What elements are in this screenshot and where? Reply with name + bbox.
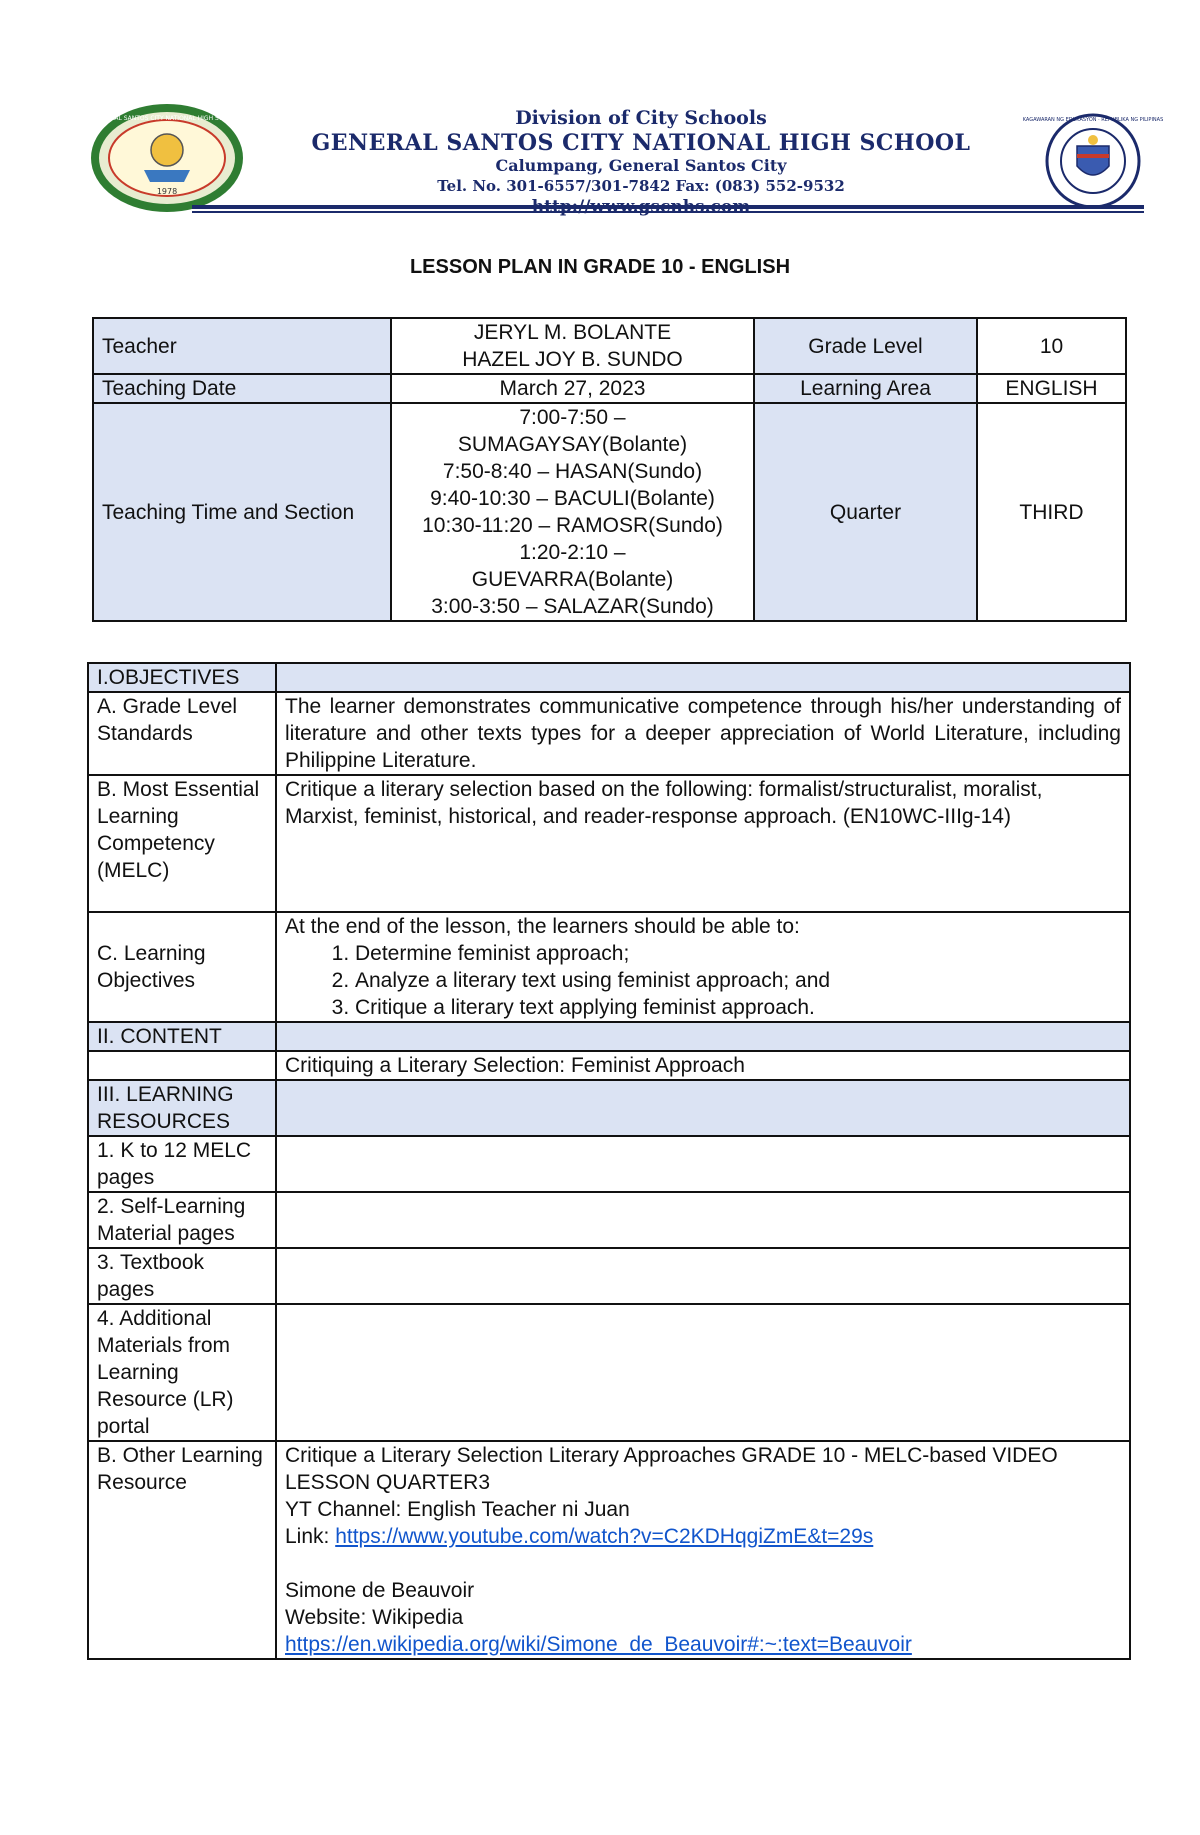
textbook-pages-value	[276, 1248, 1130, 1304]
grade-standards-text: The learner demonstrates communicative competence through his/her understanding of literature and other texts types for a deeper appreciation of World Literature, including Philippine Literature.	[276, 692, 1130, 775]
schedule-line: SUMAGAYSAY(Bolante)	[457, 433, 688, 456]
wiki-link-line	[285, 1631, 1121, 1658]
content-heading-blank	[276, 1022, 1130, 1051]
school-seal-logo	[92, 106, 242, 210]
svg-text:1978: 1978	[156, 187, 178, 196]
youtube-link[interactable]: https://www.youtube.com/watch?v=C2KDHqgiZmE&t=29s	[335, 1525, 874, 1548]
learning-objectives-label: C. Learning Objectives	[88, 912, 276, 1022]
video-link-line	[285, 1523, 1121, 1550]
table-row	[88, 1441, 1130, 1659]
melc-text: Critique a literary selection based on the following: formalist/structuralist, moralist, Marxist, feminist, historical, and reader-response approach. (EN10WC-IIIg-14)	[276, 775, 1130, 912]
lesson-plan-table	[87, 662, 1131, 1660]
content-heading: II. CONTENT	[88, 1022, 276, 1051]
content-text: Critiquing a Literary Selection: Feminist Approach	[276, 1051, 1130, 1080]
letterhead-rule-thin	[192, 211, 1144, 213]
teacher-label: Teacher	[93, 318, 391, 374]
author-name: Simone de Beauvoir	[285, 1579, 475, 1602]
table-row	[88, 1304, 1130, 1441]
melc-pages-value	[276, 1136, 1130, 1192]
schedule-line: 1:20-2:10 –	[519, 541, 626, 564]
teacher-name-1: JERYL M. BOLANTE	[473, 321, 672, 344]
table-row	[88, 775, 1130, 912]
learning-objectives-list	[285, 940, 1121, 1021]
page-title: LESSON PLAN IN GRADE 10 - ENGLISH	[409, 256, 791, 278]
link-prefix: Link:	[285, 1525, 336, 1548]
additional-materials-label: 4. Additional Materials from Learning Resource (LR) portal	[88, 1304, 276, 1441]
schedule-line: 7:00-7:50 –	[519, 406, 626, 429]
table-row	[88, 1051, 1130, 1080]
schedule-line: GUEVARRA(Bolante)	[471, 568, 674, 591]
other-resource-cell	[276, 1441, 1130, 1659]
grade-level-label: Grade Level	[754, 318, 977, 374]
section-row	[88, 663, 1130, 692]
list-item: 3. Critique a literary text applying feminist approach.	[355, 994, 1121, 1021]
quarter-value: THIRD	[977, 403, 1126, 621]
resources-heading-blank	[276, 1080, 1130, 1136]
schedule-line: 9:40-10:30 – BACULI(Bolante)	[430, 487, 715, 510]
grade-standards-label: A. Grade Level Standards	[88, 692, 276, 775]
content-label-blank	[88, 1051, 276, 1080]
schedule-list	[391, 403, 754, 621]
yt-channel: YT Channel: English Teacher ni Juan	[285, 1498, 630, 1521]
division-name: Division of City Schools	[515, 107, 767, 129]
quarter-label: Quarter	[754, 403, 977, 621]
teacher-name-2: HAZEL JOY B. SUNDO	[462, 348, 683, 371]
objectives-heading: I.OBJECTIVES	[88, 663, 276, 692]
table-row	[88, 912, 1130, 1022]
letterhead-rule	[192, 205, 1144, 209]
video-lesson-title: Critique a Literary Selection Literary Approaches GRADE 10 - MELC-based VIDEO LESSON QUARTER3	[285, 1444, 1058, 1494]
melc-pages-label: 1. K to 12 MELC pages	[88, 1136, 276, 1192]
learning-area-value: ENGLISH	[977, 374, 1126, 403]
spacer	[285, 1550, 1121, 1577]
table-row	[88, 1192, 1130, 1248]
melc-label: B. Most Essential Learning Competency (MELC)	[88, 775, 276, 912]
svg-text:KAGAWARAN NG EDUKASYON · REPUB: KAGAWARAN NG EDUKASYON · REPUBLIKA NG PILIPINAS	[1022, 117, 1164, 123]
section-row	[88, 1080, 1130, 1136]
learning-objectives-intro: At the end of the lesson, the learners should be able to:	[285, 915, 800, 938]
additional-materials-value	[276, 1304, 1130, 1441]
letterhead-text	[242, 106, 1040, 218]
resources-heading: III. LEARNING RESOURCES	[88, 1080, 276, 1136]
slm-pages-value	[276, 1192, 1130, 1248]
section-row	[88, 1022, 1130, 1051]
table-row	[88, 692, 1130, 775]
list-item: 2. Analyze a literary text using feminist approach; and	[355, 967, 1121, 994]
other-resource-label: B. Other Learning Resource	[88, 1441, 276, 1659]
slm-pages-label: 2. Self-Learning Material pages	[88, 1192, 276, 1248]
learning-area-label: Learning Area	[754, 374, 977, 403]
schedule-line: 3:00-3:50 – SALAZAR(Sundo)	[431, 595, 714, 618]
teacher-names	[391, 318, 754, 374]
teaching-date-value: March 27, 2023	[391, 374, 754, 403]
school-name: GENERAL SANTOS CITY NATIONAL HIGH SCHOOL	[311, 130, 971, 156]
letterhead	[92, 100, 1164, 218]
school-contact: Tel. No. 301-6557/301-7842 Fax: (083) 552-9532	[437, 177, 845, 195]
svg-text:GENERAL SANTOS CITY NATIONAL H: GENERAL SANTOS CITY NATIONAL HIGH SCHOOL	[93, 115, 241, 122]
teaching-time-label: Teaching Time and Section	[93, 403, 391, 621]
teaching-date-label: Teaching Date	[93, 374, 391, 403]
schedule-line: 7:50-8:40 – HASAN(Sundo)	[442, 460, 703, 483]
deped-seal-logo	[1022, 112, 1164, 210]
website-source: Website: Wikipedia	[285, 1606, 464, 1629]
grade-level-value: 10	[977, 318, 1126, 374]
schedule-line: 10:30-11:20 – RAMOSR(Sundo)	[422, 514, 723, 537]
list-item: 1. Determine feminist approach;	[355, 940, 1121, 967]
textbook-pages-label: 3. Textbook pages	[88, 1248, 276, 1304]
objectives-heading-blank	[276, 663, 1130, 692]
table-row	[88, 1136, 1130, 1192]
lesson-info-table	[92, 317, 1127, 622]
wikipedia-link[interactable]: https://en.wikipedia.org/wiki/Simone_de_Beauvoir#:~:text=Beauvoir	[285, 1633, 912, 1656]
school-address: Calumpang, General Santos City	[495, 156, 787, 175]
table-row	[88, 1248, 1130, 1304]
learning-objectives-cell	[276, 912, 1130, 1022]
